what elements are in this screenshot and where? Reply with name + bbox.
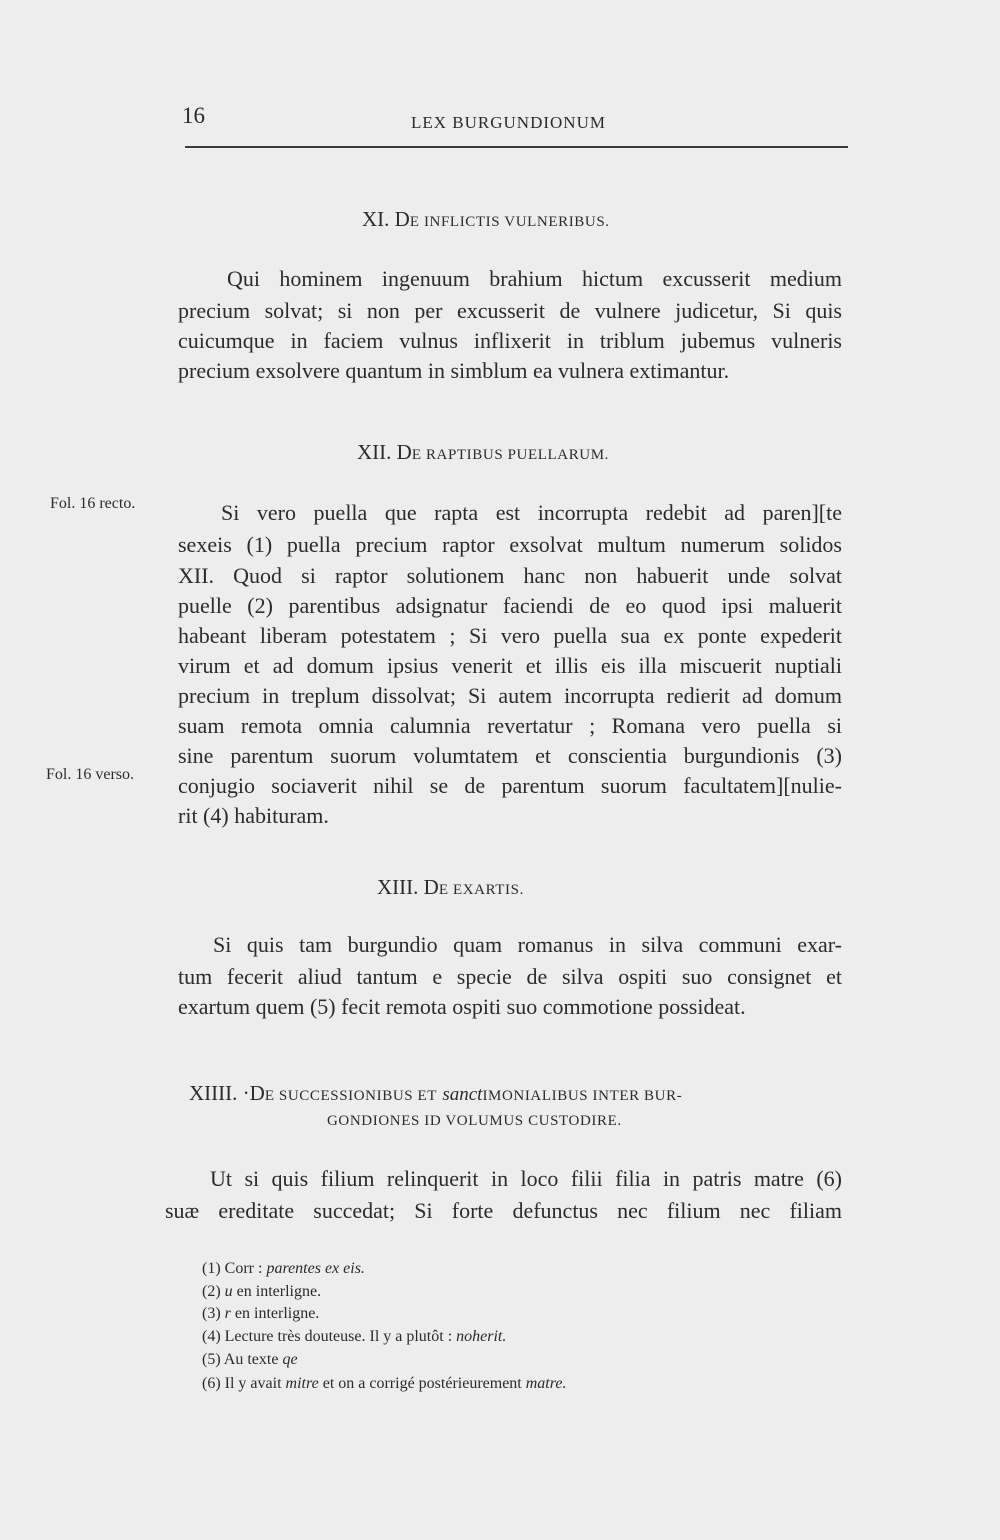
section-xiiii-title-italic: sanct — [442, 1084, 483, 1105]
section-xiiii-initial: ·D — [242, 1081, 265, 1105]
section-xi-number: XI. — [362, 207, 390, 231]
footnote: (2) u en interligne. — [202, 1283, 322, 1300]
section-xii-line: virum et ad domum ipsius venerit et illis eis illa miscuerit nuptiali — [178, 653, 842, 678]
section-xiiii-title-line2: GONDIONES ID VOLUMUS CUSTODIRE. — [327, 1113, 622, 1129]
section-xiiii-title-tail: IMONIALIBUS INTER BUR- — [482, 1088, 683, 1104]
section-xi-line: precium solvat; si non per excusserit de vulnere judicetur, Si quis — [178, 298, 842, 323]
footnote: (3) r en interligne. — [202, 1305, 320, 1322]
section-xii-line: habeant liberam potestatem ; Si vero puella sua ex ponte expederit — [178, 623, 842, 648]
section-xiii-number: XIII. — [377, 875, 419, 899]
section-xii-line: suam remota omnia calumnia revertatur ; Romana vero puella si — [178, 713, 842, 738]
section-xii-title: E RAPTIBUS PUELLARUM. — [411, 447, 610, 463]
section-xiii-title: E EXARTIS. — [438, 882, 524, 898]
section-xiiii-line: suæ ereditate succedat; Si forte defunctus nec filium nec filiam — [165, 1198, 842, 1223]
section-xiiii-line: Ut si quis filium relinquerit in loco filii filia in patris matre (6) — [210, 1166, 842, 1191]
footnote: (1) Corr : parentes ex eis. — [202, 1260, 365, 1277]
section-xii-line: rit (4) habituram. — [178, 803, 329, 828]
section-xi-line: precium exsolvere quantum in simblum ea vulnera extimantur. — [178, 358, 730, 383]
section-xii-heading — [357, 440, 609, 465]
section-xii-line: conjugio sociaverit nihil se de parentum suorum facultatem][nulie- — [178, 773, 842, 798]
section-xii-line: XII. Quod si raptor solutionem hanc non habuerit unde solvat — [178, 563, 842, 588]
footnote: (6) Il y avait mitre et on a corrigé postérieurement matre. — [202, 1375, 567, 1392]
section-xi-line: cuicumque in faciem vulnus inflixerit in triblum jubemus vulneris — [178, 328, 842, 353]
running-title: LEX BURGUNDIONUM — [411, 113, 606, 132]
section-xiiii-title: E SUCCESSIONIBUS ET — [264, 1088, 438, 1104]
section-xi-initial: D — [394, 207, 410, 231]
section-xiii-heading — [377, 875, 524, 900]
section-xii-initial: D — [396, 440, 412, 464]
section-xiii-line: exartum quem (5) fecit remota ospiti suo commotione possideat. — [178, 994, 746, 1019]
section-xii-number: XII. — [357, 440, 392, 464]
section-xi-title: E INFLICTIS VULNERIBUS. — [409, 214, 610, 230]
section-xii-line: Si vero puella que rapta est incorrupta redebit ad paren][te — [221, 500, 842, 525]
section-xiii-line: Si quis tam burgundio quam romanus in silva communi exar- — [213, 932, 842, 957]
section-xiiii-heading — [189, 1081, 682, 1106]
margin-note-recto: Fol. 16 recto. — [50, 495, 136, 512]
section-xii-line: sexeis (1) puella precium raptor exsolvat multum numerum solidos — [178, 532, 842, 557]
section-xii-line: puelle (2) parentibus adsignatur faciendi de eo quod ipsi maluerit — [178, 593, 842, 618]
section-xii-line: precium in treplum dissolvat; Si autem incorrupta redierit ad domum — [178, 683, 842, 708]
section-xiii-initial: D — [423, 875, 439, 899]
header-rule — [185, 146, 848, 148]
section-xiiii-number: XIIII. — [189, 1081, 238, 1105]
footnote: (5) Au texte qe — [202, 1351, 298, 1368]
section-xiii-line: tum fecerit aliud tantum e specie de silva ospiti suo consignet et — [178, 964, 842, 989]
section-xi-heading — [362, 207, 610, 232]
section-xi-line: Qui hominem ingenuum brahium hictum excusserit medium — [227, 266, 842, 291]
page-number: 16 — [182, 103, 205, 128]
footnote: (4) Lecture très douteuse. Il y a plutôt : noherit. — [202, 1328, 507, 1345]
section-xii-line: sine parentum suorum volumtatem et conscientia burgundionis (3) — [178, 743, 842, 768]
margin-note-verso: Fol. 16 verso. — [46, 766, 134, 783]
